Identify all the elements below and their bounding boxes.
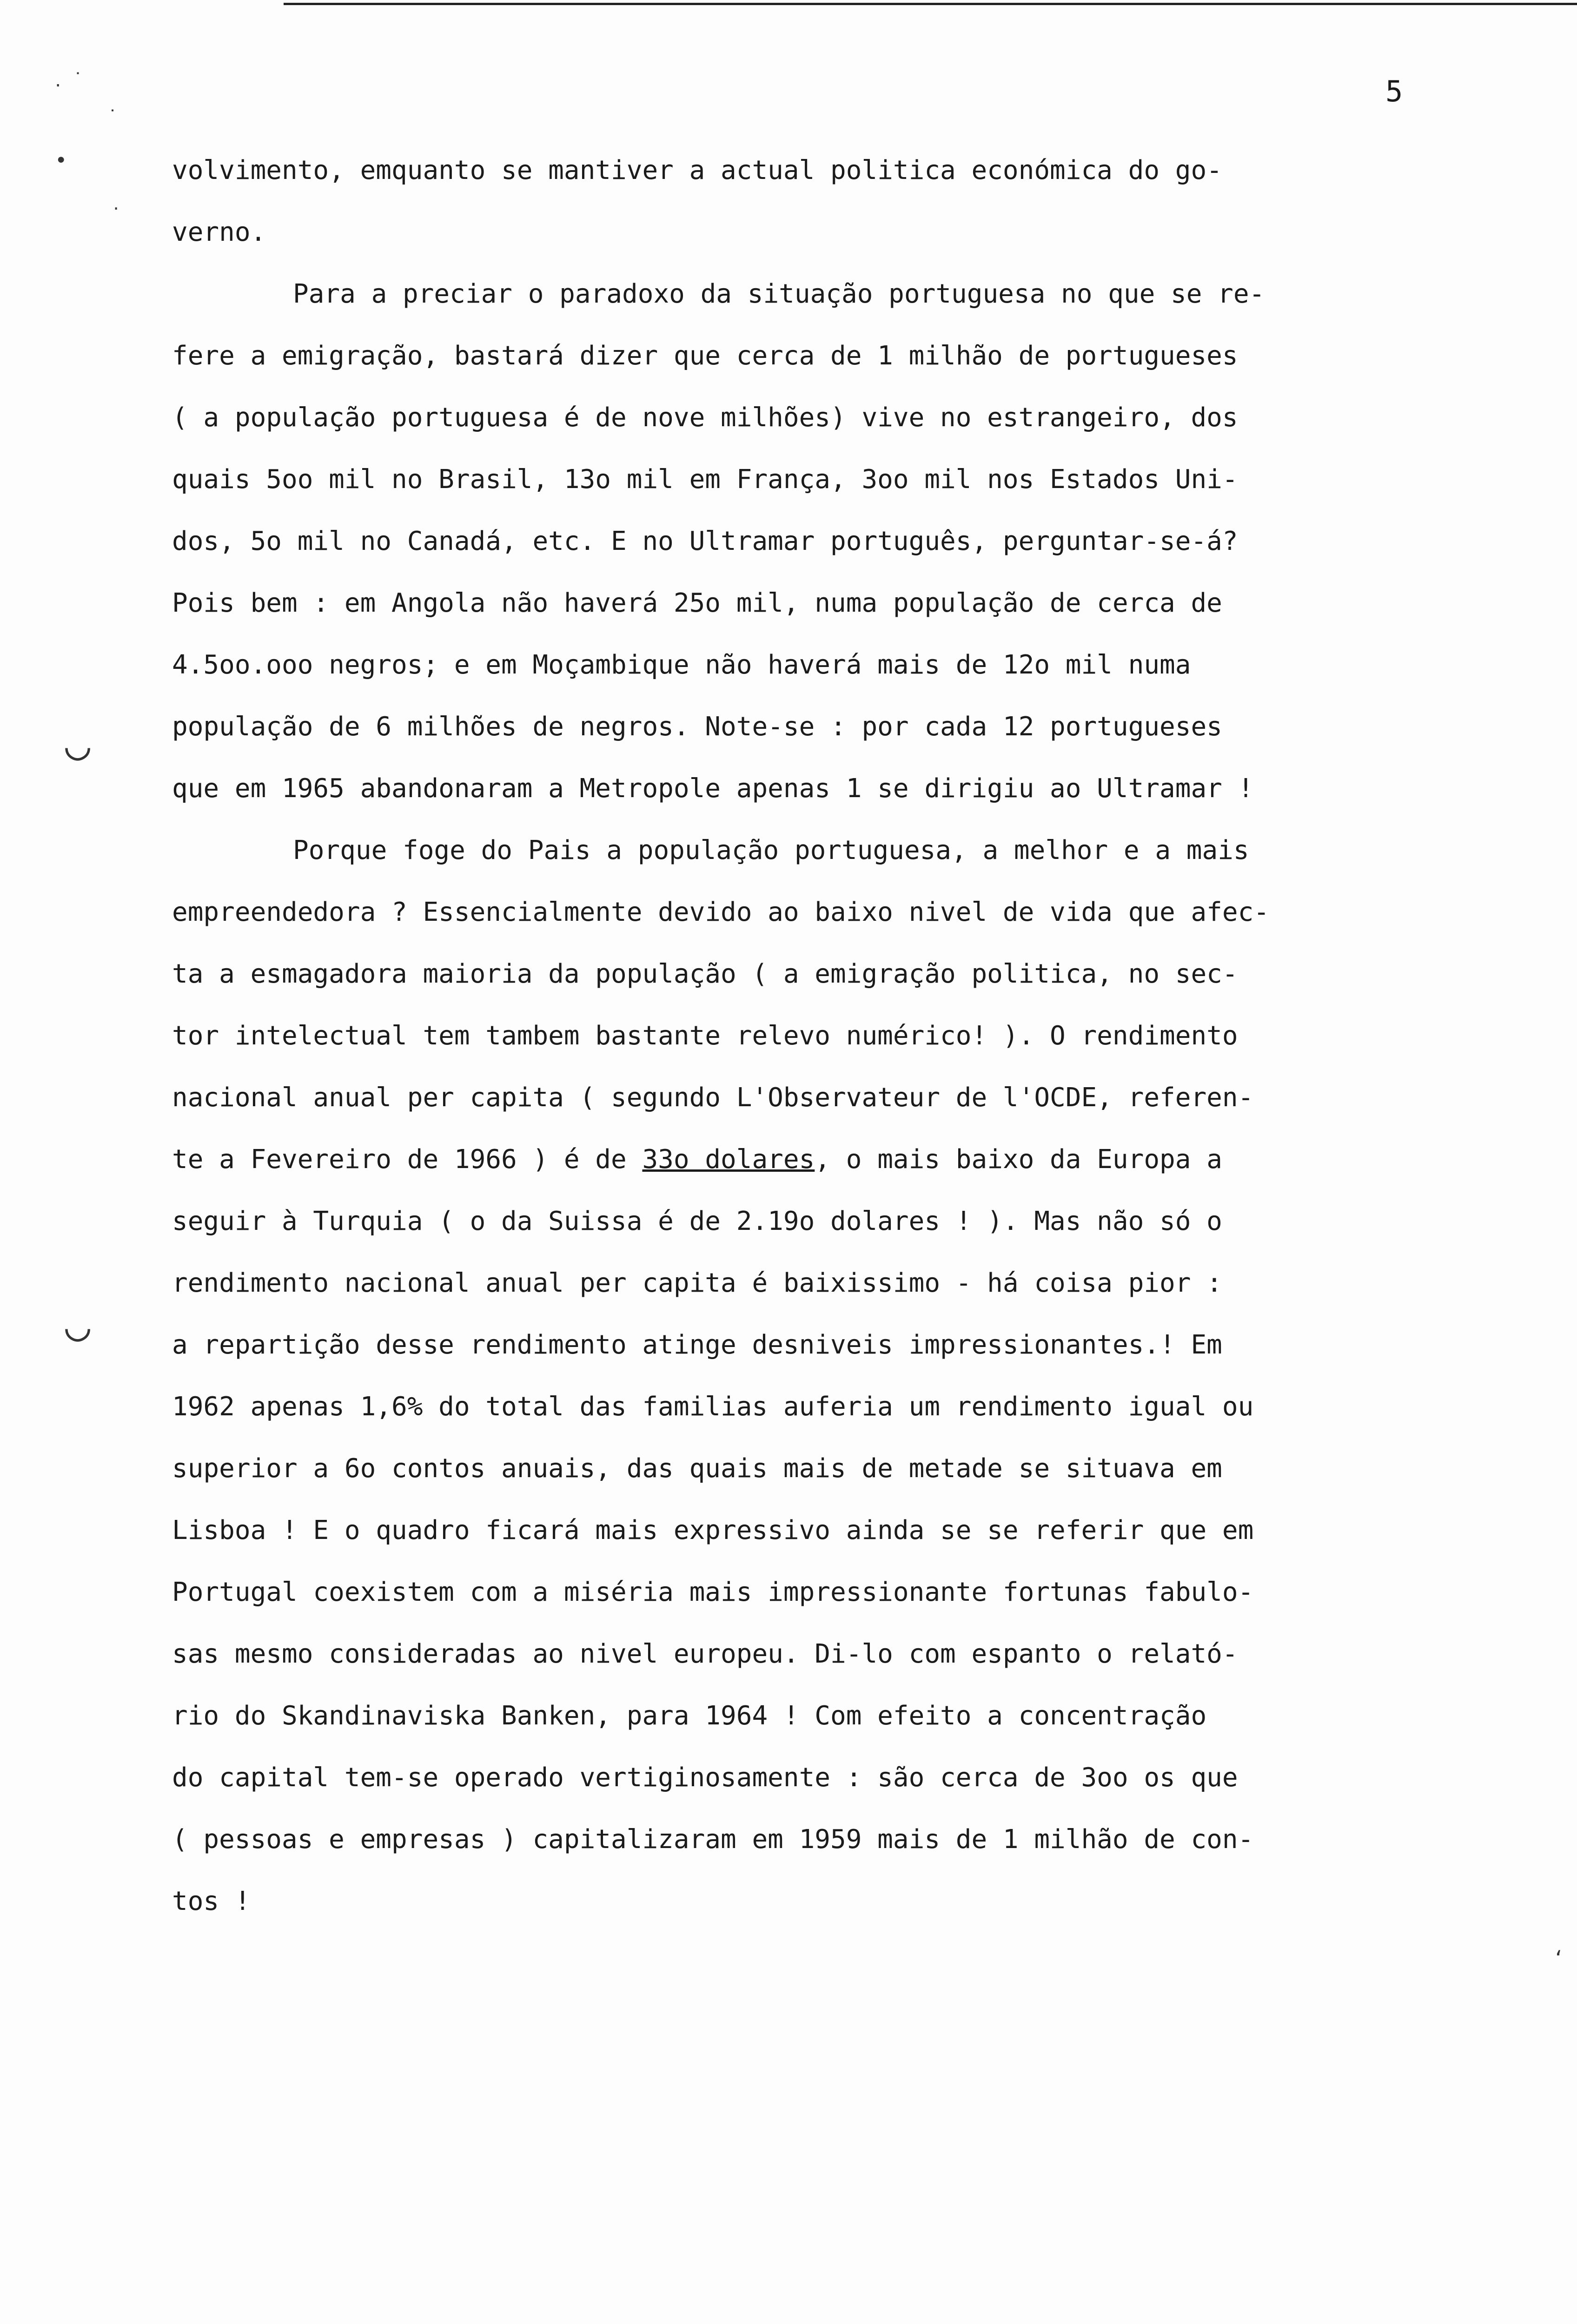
text-line: Lisboa ! E o quadro ficará mais expressivo ainda se se referir que em — [172, 1515, 1254, 1545]
paragraph — [172, 139, 1502, 263]
text-line: do capital tem-se operado vertiginosamente : são cerca de 3oo os que — [172, 1763, 1238, 1793]
text-line: tor intelectual tem tambem bastante relevo numérico! ). O rendimento — [172, 1021, 1238, 1051]
text-line: Pois bem : em Angola não haverá 25o mil, numa população de cerca de — [172, 588, 1222, 618]
text-line: fere a emigração, bastará dizer que cerca de 1 milhão de portugueses — [172, 341, 1238, 371]
text-line: ta a esmagadora maioria da população ( a emigração politica, no sec- — [172, 959, 1238, 989]
top-border-line — [284, 3, 1577, 5]
text-line: te a Fevereiro de 1966 ) é de 33o dolares, o mais baixo da Europa a — [172, 1144, 1222, 1175]
text-line: volvimento, emquanto se mantiver a actual politica económica do go- — [172, 155, 1222, 185]
text-line: superior a 6o contos anuais, das quais mais de metade se situava em — [172, 1453, 1222, 1484]
text-line: verno. — [172, 217, 266, 247]
text-line: Portugal coexistem com a miséria mais impressionante fortunas fabulo- — [172, 1577, 1254, 1607]
page-number: 5 — [1385, 74, 1403, 108]
text-line: ( pessoas e empresas ) capitalizaram em 1959 mais de 1 milhão de con- — [172, 1824, 1254, 1855]
text-line: sas mesmo consideradas ao nivel europeu. Di-lo com espanto o relató- — [172, 1639, 1238, 1669]
margin-mark: ‘ — [1553, 1948, 1564, 1969]
margin-mark: · — [112, 200, 121, 218]
text-line: rio do Skandinaviska Banken, para 1964 ! Com efeito a concentração — [172, 1701, 1207, 1731]
text-line: 4.5oo.ooo negros; e em Moçambique não haverá mais de 12o mil numa — [172, 650, 1191, 680]
text-line: tos ! — [172, 1886, 251, 1916]
text-line: que em 1965 abandonaram a Metropole apenas 1 se dirigiu ao Ultramar ! — [172, 773, 1254, 804]
punch-hole-mark: ◡ — [65, 1301, 91, 1350]
paragraph — [172, 263, 1502, 819]
paragraph — [172, 819, 1502, 1932]
margin-mark: ˙ — [107, 107, 119, 128]
text-line: população de 6 milhões de negros. Note-se : por cada 12 portugueses — [172, 712, 1222, 742]
text-line: seguir à Turquia ( o da Suissa é de 2.19o dolares ! ). Mas não só o — [172, 1206, 1222, 1236]
text-line: quais 5oo mil no Brasil, 13o mil em França, 3oo mil nos Estados Uni- — [172, 464, 1238, 495]
text-line: dos, 5o mil no Canadá, etc. E no Ultramar português, perguntar-se-á? — [172, 526, 1238, 556]
text-line: ( a população portuguesa é de nove milhões) vive no estrangeiro, dos — [172, 403, 1238, 433]
text-line: Para a preciar o paradoxo da situação portuguesa no que se re- — [293, 279, 1265, 309]
text-line: Porque foge do Pais a população portuguesa, a melhor e a mais — [293, 835, 1249, 865]
text-line: rendimento nacional anual per capita é baixissimo - há coisa pior : — [172, 1268, 1222, 1298]
document-body — [172, 139, 1502, 1932]
text-line: nacional anual per capita ( segundo L'Observateur de l'OCDE, referen- — [172, 1083, 1254, 1113]
text-line: empreendedora ? Essencialmente devido ao baixo nivel de vida que afec- — [172, 897, 1270, 927]
margin-mark: • — [55, 149, 67, 172]
text-line: a repartição desse rendimento atinge desniveis impressionantes.! Em — [172, 1330, 1222, 1360]
punch-hole-mark: ◡ — [65, 720, 91, 769]
text-line: 1962 apenas 1,6% do total das familias auferia um rendimento igual ou — [172, 1392, 1254, 1422]
underlined-phrase: 33o dolares — [642, 1144, 815, 1175]
margin-mark: ․ ˙ — [55, 70, 84, 91]
